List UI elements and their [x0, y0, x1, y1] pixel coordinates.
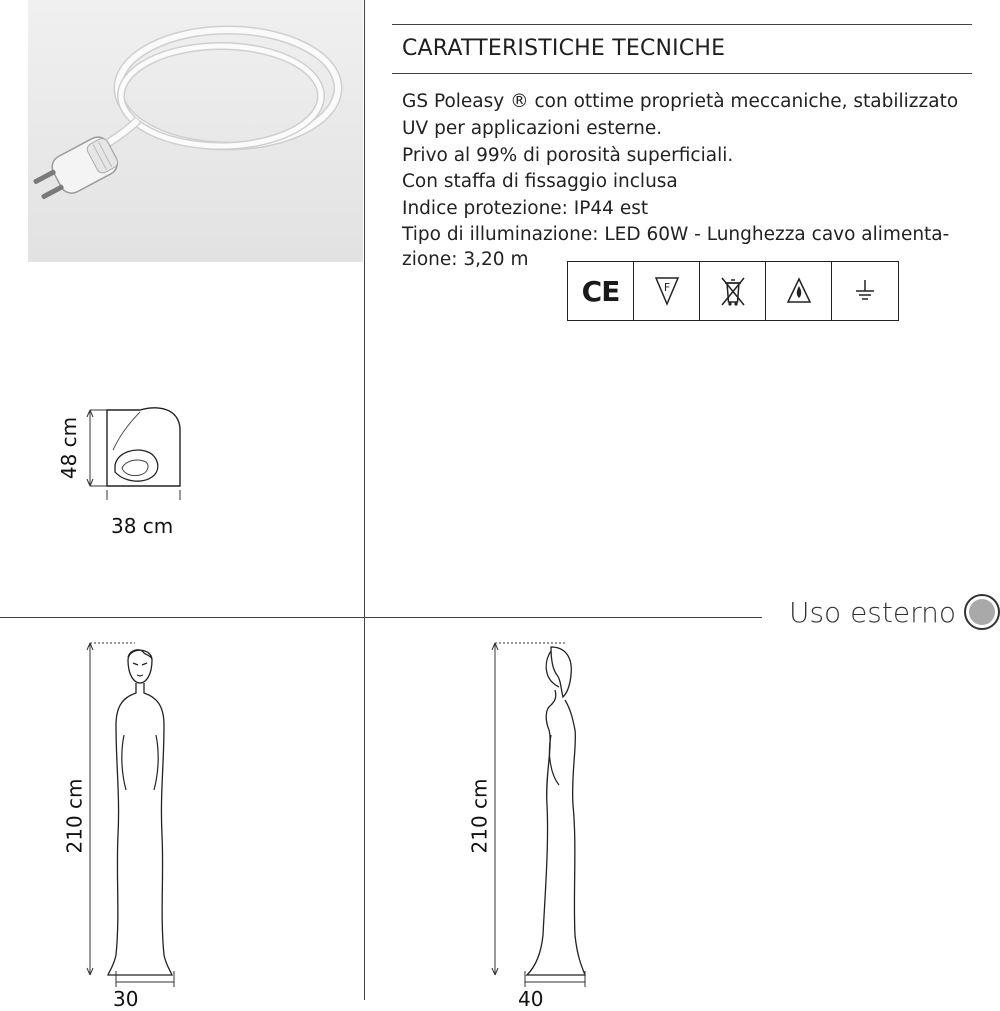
f-mark-label: F [663, 281, 670, 294]
ce-mark-cell [568, 262, 634, 320]
ground-icon [853, 278, 877, 304]
spec-line: Privo al 99% di porosità superficiali. [402, 145, 734, 166]
front-width-label: 30 [113, 987, 139, 1011]
spec-title: CARATTERISTICHE TECNICHE [402, 36, 726, 61]
spec-title-rule [392, 73, 972, 74]
spec-line: GS Poleasy ® con ottime proprietà meccaniche, stabilizzato [402, 91, 959, 112]
usage-dot-icon [964, 594, 1000, 630]
ground-cell [832, 262, 898, 320]
horizontal-divider [0, 617, 762, 618]
side-width-label: 40 [518, 987, 544, 1011]
base-width-label: 38 cm [111, 514, 174, 538]
weee-cell [700, 262, 766, 320]
spec-line: zione: 3,20 m [402, 249, 529, 270]
f-mark-cell [634, 262, 700, 320]
side-view-drawing [485, 635, 605, 1000]
front-view-drawing [80, 635, 200, 1000]
flame-cell [766, 262, 832, 320]
weee-bin-icon [720, 275, 746, 307]
ce-mark-icon: CE [581, 274, 620, 308]
base-height-label: 48 cm [57, 416, 82, 480]
usage-indicator [789, 594, 1000, 630]
center-vertical-divider [364, 0, 365, 1000]
flame-triangle-icon [786, 277, 812, 305]
spec-line: UV per applicazioni esterne. [402, 118, 663, 139]
top-right-rule [392, 24, 972, 25]
spec-line: Tipo di illuminazione: LED 60W - Lunghezza cavo alimenta- [402, 224, 950, 245]
power-cable-photo [28, 0, 363, 262]
base-drawing [80, 400, 200, 500]
certification-icons [567, 261, 899, 321]
spec-line: Indice protezione: IP44 est [402, 198, 649, 219]
f-mark-icon [654, 276, 680, 306]
front-height-label: 210 cm [62, 778, 87, 854]
spec-line: Con staffa di fissaggio inclusa [402, 171, 678, 192]
usage-label: Uso esterno [788, 595, 956, 629]
side-height-label: 210 cm [467, 778, 492, 854]
